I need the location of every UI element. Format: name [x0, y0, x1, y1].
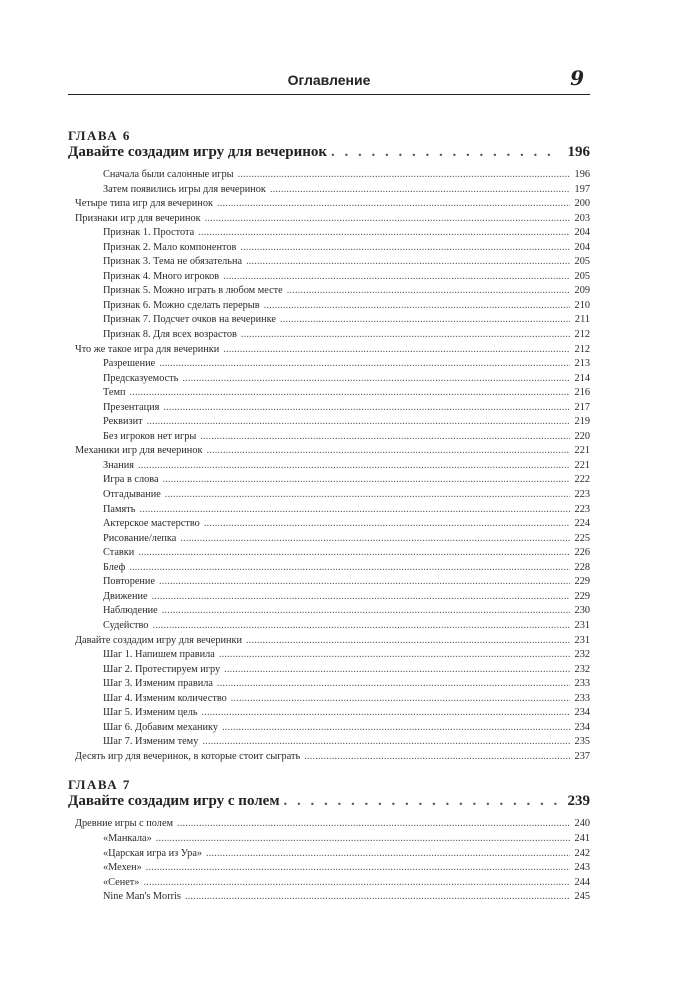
toc-entry-title: Разрешение [103, 358, 156, 370]
toc-entry-title: Шаг 7. Изменим тему [103, 736, 199, 748]
toc-entry-page-number: 196 [574, 169, 590, 180]
toc-entry-title: Отгадывание [103, 489, 161, 501]
toc-entry-page-number: 242 [574, 847, 590, 859]
toc-entry[interactable] [68, 634, 590, 649]
toc-entry-page-number: 229 [574, 576, 590, 588]
dot-leader [130, 386, 571, 401]
toc-entry-page-number: 217 [574, 401, 590, 413]
toc-entry-page-number: 211 [574, 314, 590, 326]
toc-entry[interactable] [68, 648, 590, 663]
dot-leader [246, 255, 570, 270]
dot-leader [162, 604, 570, 619]
toc-entry[interactable] [68, 372, 590, 387]
toc-entry-page-number: 233 [574, 678, 590, 690]
toc-entry-page-number: 234 [574, 707, 590, 719]
toc-entry[interactable] [68, 590, 590, 605]
toc-entry-title: Шаг 6. Добавим механику [103, 721, 219, 733]
chapter-section [68, 128, 590, 764]
toc-entry[interactable] [68, 270, 590, 285]
toc-entry-title: Признак 7. Подсчет очков на вечеринке [103, 314, 276, 326]
toc-entry[interactable] [68, 663, 590, 678]
toc-entry-page-number: 235 [574, 736, 590, 748]
toc-entry-title: Ставки [103, 547, 135, 559]
toc-entry[interactable] [68, 817, 590, 832]
toc-entry-page-number: 210 [574, 299, 590, 311]
dot-leader [177, 817, 570, 832]
toc-entry-title: Четыре типа игр для вечеринок [75, 198, 213, 210]
toc-entry[interactable] [68, 444, 590, 459]
dot-leader [198, 226, 570, 241]
chapter-page-number: 239 [567, 793, 590, 810]
toc-entry[interactable] [68, 401, 590, 416]
toc-entry[interactable] [68, 750, 590, 765]
toc-entry[interactable] [68, 168, 590, 183]
chapter-label: ГЛАВА 7 [68, 777, 131, 793]
toc-entry-page-number: 212 [574, 329, 590, 341]
dot-leader [223, 270, 570, 285]
toc-entry-title: «Сенет» [103, 876, 140, 888]
dot-leader [331, 144, 560, 161]
toc-entry[interactable] [68, 226, 590, 241]
toc-entry[interactable] [68, 890, 590, 905]
toc-entry[interactable] [68, 546, 590, 561]
dot-leader [246, 634, 570, 649]
toc-entry-title: Nine Man's Morris [103, 891, 181, 903]
toc-entry[interactable] [68, 488, 590, 503]
toc-entry-title: Презентация [103, 401, 160, 413]
toc-entry[interactable] [68, 197, 590, 212]
table-of-contents [68, 128, 590, 918]
toc-entry-page-number: 226 [574, 547, 590, 559]
toc-entry-title: Без игроков нет игры [103, 430, 197, 442]
toc-entry-title: Признак 5. Можно играть в любом месте [103, 285, 283, 297]
toc-entry-title: Знания [103, 459, 134, 471]
toc-entry-page-number: 222 [574, 474, 590, 486]
toc-entry-title: Рисование/лепка [103, 532, 177, 544]
toc-entry-page-number: 197 [574, 183, 590, 195]
toc-entry-title: Блеф [103, 561, 126, 573]
dot-leader [152, 619, 570, 634]
dot-leader [146, 861, 570, 876]
toc-entry-page-number: 232 [574, 663, 590, 675]
toc-entry[interactable] [68, 677, 590, 692]
toc-entry-page-number: 212 [574, 343, 590, 355]
toc-entry-page-number: 224 [574, 518, 590, 530]
toc-entry[interactable] [68, 692, 590, 707]
toc-entry-title: Шаг 3. Изменим правила [103, 678, 213, 690]
toc-entry-title: Признак 8. Для всех возрастов [103, 329, 237, 341]
dot-leader [163, 401, 570, 416]
dot-leader [206, 444, 570, 459]
dot-leader [165, 488, 570, 503]
chapter-title: Давайте создадим игру с полем [68, 793, 280, 810]
toc-entry-page-number: 216 [574, 387, 590, 399]
toc-entry-page-number: 200 [574, 198, 590, 210]
toc-entry-title: Древние игры с полем [75, 818, 174, 830]
running-header [68, 64, 590, 95]
toc-entry-title: Признак 1. Простота [103, 227, 195, 239]
chapter-title: Давайте создадим игру для вечеринок [68, 144, 328, 160]
toc-entry[interactable] [68, 532, 590, 547]
toc-entry-title: Наблюдение [103, 605, 158, 617]
toc-entry[interactable] [68, 604, 590, 619]
toc-entry-title: Признак 6. Можно сделать перерыв [103, 299, 260, 311]
toc-entry-title: Шаг 4. Изменим количество [103, 692, 227, 704]
dot-leader [152, 590, 570, 605]
toc-entry-page-number: 209 [574, 285, 590, 297]
dot-leader [138, 546, 570, 561]
running-title: Оглавление [287, 72, 371, 88]
toc-entry-page-number: 230 [574, 605, 590, 617]
toc-entry[interactable] [68, 357, 590, 372]
page-number: 9 [570, 66, 584, 90]
dot-leader [223, 343, 570, 358]
toc-entry-title: Память [103, 503, 136, 515]
dot-leader [185, 890, 570, 905]
toc-entry[interactable] [68, 706, 590, 721]
chapter-title-row[interactable] [68, 144, 590, 168]
toc-entry-page-number: 213 [574, 358, 590, 370]
dot-leader [129, 561, 570, 576]
toc-entry-page-number: 219 [574, 416, 590, 428]
toc-entry[interactable] [68, 430, 590, 445]
toc-entry[interactable] [68, 241, 590, 256]
toc-entry-page-number: 204 [574, 227, 590, 239]
dot-leader [180, 532, 570, 547]
toc-entry-title: «Мехен» [103, 862, 142, 874]
dot-leader [219, 648, 570, 663]
dot-leader [238, 168, 570, 183]
toc-entry-title: Затем появились игры для вечеринок [103, 183, 266, 195]
dot-leader [182, 372, 570, 387]
toc-entry-title: Актерское мастерство [103, 518, 200, 530]
toc-entry-page-number: 229 [574, 590, 590, 602]
toc-entry-title: Десять игр для вечеринок, в которые стоит сыграть [75, 750, 301, 762]
toc-entry-page-number: 205 [574, 270, 590, 282]
toc-entry[interactable] [68, 386, 590, 401]
toc-entry-page-number: 245 [574, 891, 590, 903]
toc-entry[interactable] [68, 183, 590, 198]
dot-leader [138, 459, 570, 474]
toc-entry-title: Игра в слова [103, 474, 159, 486]
dot-leader [304, 750, 570, 765]
toc-entry-title: Признаки игр для вечеринок [75, 212, 201, 224]
toc-entry-title: Механики игр для вечеринок [75, 445, 203, 457]
dot-leader [270, 183, 570, 198]
dot-leader [264, 299, 570, 314]
toc-entry-page-number: 234 [574, 721, 590, 733]
toc-entry-title: Давайте создадим игру для вечеринки [75, 634, 242, 646]
toc-entry-page-number: 240 [574, 818, 590, 830]
toc-entry-page-number: 221 [574, 445, 590, 457]
chapter-page-number: 196 [567, 144, 590, 160]
dot-leader [202, 735, 570, 750]
toc-entry-title: Признак 2. Мало компонентов [103, 241, 237, 253]
toc-entry-page-number: 244 [574, 876, 590, 888]
toc-entry-page-number: 214 [574, 372, 590, 384]
dot-leader [143, 876, 570, 891]
toc-entry-title: Шаг 5. Изменим цель [103, 707, 198, 719]
toc-entry[interactable] [68, 503, 590, 518]
chapter-title-row[interactable] [68, 793, 590, 817]
dot-leader [206, 847, 570, 862]
toc-entry-page-number: 243 [574, 862, 590, 874]
toc-entry-page-number: 221 [574, 459, 590, 471]
toc-entry[interactable] [68, 459, 590, 474]
toc-entry[interactable] [68, 575, 590, 590]
toc-entry[interactable] [68, 313, 590, 328]
chapter-label: ГЛАВА 6 [68, 128, 131, 143]
toc-entry-page-number: 233 [574, 692, 590, 704]
toc-entry[interactable] [68, 517, 590, 532]
toc-entry-title: Темп [103, 387, 126, 399]
toc-entry-title: Признак 3. Тема не обязательна [103, 256, 243, 268]
toc-entry-page-number: 204 [574, 241, 590, 253]
toc-entry[interactable] [68, 255, 590, 270]
dot-leader [222, 721, 570, 736]
toc-entry[interactable] [68, 832, 590, 847]
toc-entry-title: «Манкала» [103, 832, 152, 844]
toc-entry[interactable] [68, 847, 590, 862]
toc-entry-title: Предсказуемость [103, 372, 179, 384]
toc-entry-title: «Царская игра из Ура» [103, 847, 203, 859]
toc-entry-title: Движение [103, 590, 148, 602]
dot-leader [163, 473, 570, 488]
toc-entry-title: Сначала были салонные игры [103, 169, 234, 180]
toc-entry-page-number: 231 [574, 619, 590, 631]
dot-leader [224, 663, 570, 678]
dot-leader [287, 284, 570, 299]
toc-entry[interactable] [68, 561, 590, 576]
toc-entry[interactable] [68, 473, 590, 488]
toc-entry[interactable] [68, 328, 590, 343]
toc-entry-page-number: 232 [574, 649, 590, 661]
dot-leader [156, 832, 570, 847]
toc-entry[interactable] [68, 284, 590, 299]
toc-entry-page-number: 223 [574, 489, 590, 501]
toc-entry-page-number: 228 [574, 561, 590, 573]
toc-entry[interactable] [68, 721, 590, 736]
toc-entry-page-number: 231 [574, 634, 590, 646]
toc-entry[interactable] [68, 299, 590, 314]
toc-entry[interactable] [68, 735, 590, 750]
dot-leader [159, 575, 570, 590]
toc-entry-page-number: 223 [574, 503, 590, 515]
toc-entry-page-number: 237 [574, 750, 590, 762]
toc-entry-page-number: 241 [574, 832, 590, 844]
toc-entry[interactable] [68, 619, 590, 634]
dot-leader [231, 692, 570, 707]
toc-entry[interactable] [68, 343, 590, 358]
dot-leader [139, 503, 570, 518]
dot-leader [159, 357, 570, 372]
toc-entry-title: Повторение [103, 576, 156, 588]
toc-entry-title: Признак 4. Много игроков [103, 270, 220, 282]
dot-leader [205, 212, 570, 227]
toc-entry-title: Шаг 1. Напишем правила [103, 649, 215, 661]
toc-entry-list [68, 168, 590, 764]
toc-entry[interactable] [68, 861, 590, 876]
toc-entry-page-number: 205 [574, 256, 590, 268]
toc-entry[interactable] [68, 415, 590, 430]
chapter-section [68, 777, 590, 904]
toc-entry-title: Реквизит [103, 416, 143, 428]
toc-entry-page-number: 220 [574, 430, 590, 442]
dot-leader [217, 677, 570, 692]
dot-leader [202, 706, 570, 721]
dot-leader [204, 517, 570, 532]
toc-entry-page-number: 225 [574, 532, 590, 544]
toc-entry[interactable] [68, 876, 590, 891]
toc-entry-title: Шаг 2. Протестируем игру [103, 663, 221, 675]
toc-entry-list [68, 817, 590, 904]
dot-leader [280, 313, 570, 328]
dot-leader [200, 430, 570, 445]
dot-leader [217, 197, 570, 212]
toc-entry-page-number: 203 [574, 212, 590, 224]
toc-entry-title: Что же такое игра для вечеринки [75, 343, 220, 355]
toc-entry-title: Судейство [103, 619, 149, 631]
dot-leader [241, 328, 570, 343]
toc-entry[interactable] [68, 212, 590, 227]
dot-leader [147, 415, 570, 430]
dot-leader [284, 793, 560, 810]
dot-leader [240, 241, 570, 256]
